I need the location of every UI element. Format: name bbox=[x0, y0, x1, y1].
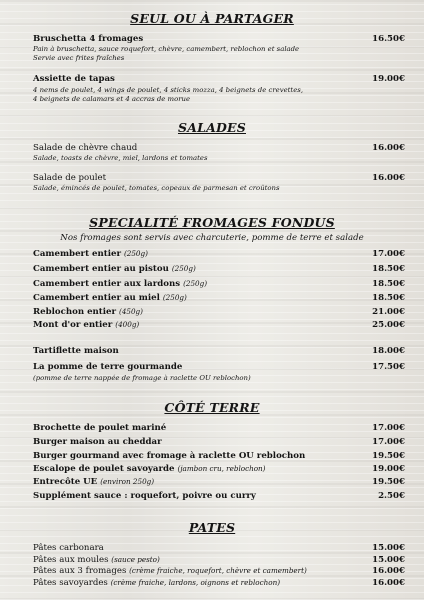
item-price: 18.00€ bbox=[372, 346, 405, 356]
menu-item-tartiflette bbox=[33, 346, 405, 358]
item-price: 19.00€ bbox=[372, 74, 405, 84]
item-qualifier: (250g) bbox=[171, 264, 196, 273]
item-description: Salade, toasts de chèvre, miel, lardons et tomates bbox=[33, 154, 208, 162]
item-price: 25.00€ bbox=[372, 320, 405, 330]
item-qualifier: (250g) bbox=[183, 279, 208, 288]
item-price: 17.00€ bbox=[372, 249, 405, 259]
item-description: Salade, émincés de poulet, tomates, copeaux de parmesan et croûtons bbox=[33, 184, 280, 192]
menu-item-savoyardes bbox=[33, 578, 405, 590]
item-price: 15.00€ bbox=[372, 543, 405, 553]
item-price: 2.50€ bbox=[378, 491, 405, 501]
item-qualifier: (jambon cru, reblochon) bbox=[177, 464, 266, 473]
item-price: 16.00€ bbox=[372, 173, 405, 183]
item-price: 17.00€ bbox=[372, 423, 405, 433]
menu-item-entrecote bbox=[33, 477, 405, 489]
item-name: Camembert entier (250g) bbox=[33, 249, 148, 259]
item-price: 19.50€ bbox=[372, 477, 405, 487]
item-name: Reblochon entier (450g) bbox=[33, 307, 143, 317]
item-name: Camembert entier au miel (250g) bbox=[33, 293, 187, 303]
item-price: 17.50€ bbox=[372, 362, 405, 372]
item-name: Mont d'or entier (400g) bbox=[33, 320, 140, 330]
menu-item-camembert-miel bbox=[33, 293, 405, 305]
menu-item-camembert-lardons bbox=[33, 279, 405, 291]
item-qualifier: (250g) bbox=[162, 293, 187, 302]
item-name: Pâtes savoyardes (crème fraiche, lardons, oignons et reblochon) bbox=[33, 578, 281, 588]
item-price: 16.50€ bbox=[372, 34, 405, 44]
menu-item-burger-gourmand bbox=[33, 451, 405, 463]
item-qualifier: (environ 250g) bbox=[100, 477, 155, 486]
item-price: 19.00€ bbox=[372, 464, 405, 474]
menu-item-tapas bbox=[33, 74, 405, 86]
menu-item-3-fromages bbox=[33, 566, 405, 578]
item-price: 16.00€ bbox=[372, 566, 405, 576]
item-name: Pâtes aux 3 fromages (crème fraiche, roquefort, chèvre et camembert) bbox=[33, 566, 307, 576]
section-title-fondus: SPECIALITÉ FROMAGES FONDUS bbox=[89, 215, 335, 230]
item-qualifier: (450g) bbox=[119, 307, 143, 316]
item-name: Brochette de poulet mariné bbox=[33, 423, 167, 433]
item-name: Tartiflette maison bbox=[33, 346, 119, 356]
item-qualifier: (crème fraiche, roquefort, chèvre et camembert) bbox=[129, 566, 307, 575]
item-name: Assiette de tapas bbox=[33, 74, 115, 84]
section-title-salades: SALADES bbox=[177, 120, 246, 135]
item-qualifier: (crème fraiche, lardons, oignons et reblochon) bbox=[110, 578, 281, 587]
item-price: 16.00€ bbox=[372, 578, 405, 588]
section-title-terre: CÔTÉ TERRE bbox=[164, 400, 260, 415]
item-description: 4 beignets de calamars et 4 accras de morue bbox=[33, 95, 191, 103]
section-title-seul: SEUL OU À PARTAGER bbox=[130, 11, 294, 26]
menu-item-burger bbox=[33, 437, 405, 449]
section-title-pates: PATES bbox=[188, 520, 236, 535]
item-price: 18.50€ bbox=[372, 264, 405, 274]
item-description: (pomme de terre nappée de fromage à raclette OU reblochon) bbox=[33, 374, 251, 382]
item-name: La pomme de terre gourmande bbox=[33, 362, 183, 372]
menu-item-camembert-pistou bbox=[33, 264, 405, 276]
menu-item-carbonara bbox=[33, 543, 405, 555]
item-price: 21.00€ bbox=[372, 307, 405, 317]
item-name: Camembert entier au pistou (250g) bbox=[33, 264, 196, 274]
item-name: Camembert entier aux lardons (250g) bbox=[33, 279, 208, 289]
item-name: Salade de chèvre chaud bbox=[33, 143, 138, 153]
item-price: 16.00€ bbox=[372, 143, 405, 153]
menu-item-pomme-de-terre bbox=[33, 362, 405, 374]
menu-item-camembert bbox=[33, 249, 405, 261]
menu-item-brochette bbox=[33, 423, 405, 435]
item-name: Burger maison au cheddar bbox=[33, 437, 162, 447]
item-qualifier: (400g) bbox=[115, 320, 140, 329]
item-price: 18.50€ bbox=[372, 279, 405, 289]
item-name: Burger gourmand avec fromage à raclette OU reblochon bbox=[33, 451, 306, 461]
item-description: 4 nems de poulet, 4 wings de poulet, 4 sticks mozza, 4 beignets de crevettes, bbox=[33, 86, 304, 94]
item-price: 18.50€ bbox=[372, 293, 405, 303]
item-price: 15.00€ bbox=[372, 555, 405, 565]
menu-item-supplement bbox=[33, 491, 405, 503]
item-qualifier: (250g) bbox=[123, 249, 148, 258]
item-name: Escalope de poulet savoyarde (jambon cru, reblochon) bbox=[33, 464, 266, 474]
item-description: Servie avec frites fraîches bbox=[33, 54, 125, 62]
menu-item-mont-dor bbox=[33, 320, 405, 332]
item-description: Pain à bruschetta, sauce roquefort, chèvre, camembert, reblochon et salade bbox=[33, 45, 300, 53]
item-price: 19.50€ bbox=[372, 451, 405, 461]
section-subtitle: Nos fromages sont servis avec charcuterie, pomme de terre et salade bbox=[60, 233, 364, 243]
item-qualifier: (sauce pesto) bbox=[111, 555, 160, 564]
item-name: Pâtes carbonara bbox=[33, 543, 104, 553]
item-name: Bruschetta 4 fromages bbox=[33, 34, 144, 44]
menu-item-escalope bbox=[33, 464, 405, 476]
item-name: Pâtes aux moules (sauce pesto) bbox=[33, 555, 160, 565]
menu-item-reblochon bbox=[33, 307, 405, 319]
item-name: Salade de poulet bbox=[33, 173, 107, 183]
item-name: Supplément sauce : roquefort, poivre ou curry bbox=[33, 491, 256, 501]
item-name: Entrecôte UE (environ 250g) bbox=[33, 477, 155, 487]
item-price: 17.00€ bbox=[372, 437, 405, 447]
